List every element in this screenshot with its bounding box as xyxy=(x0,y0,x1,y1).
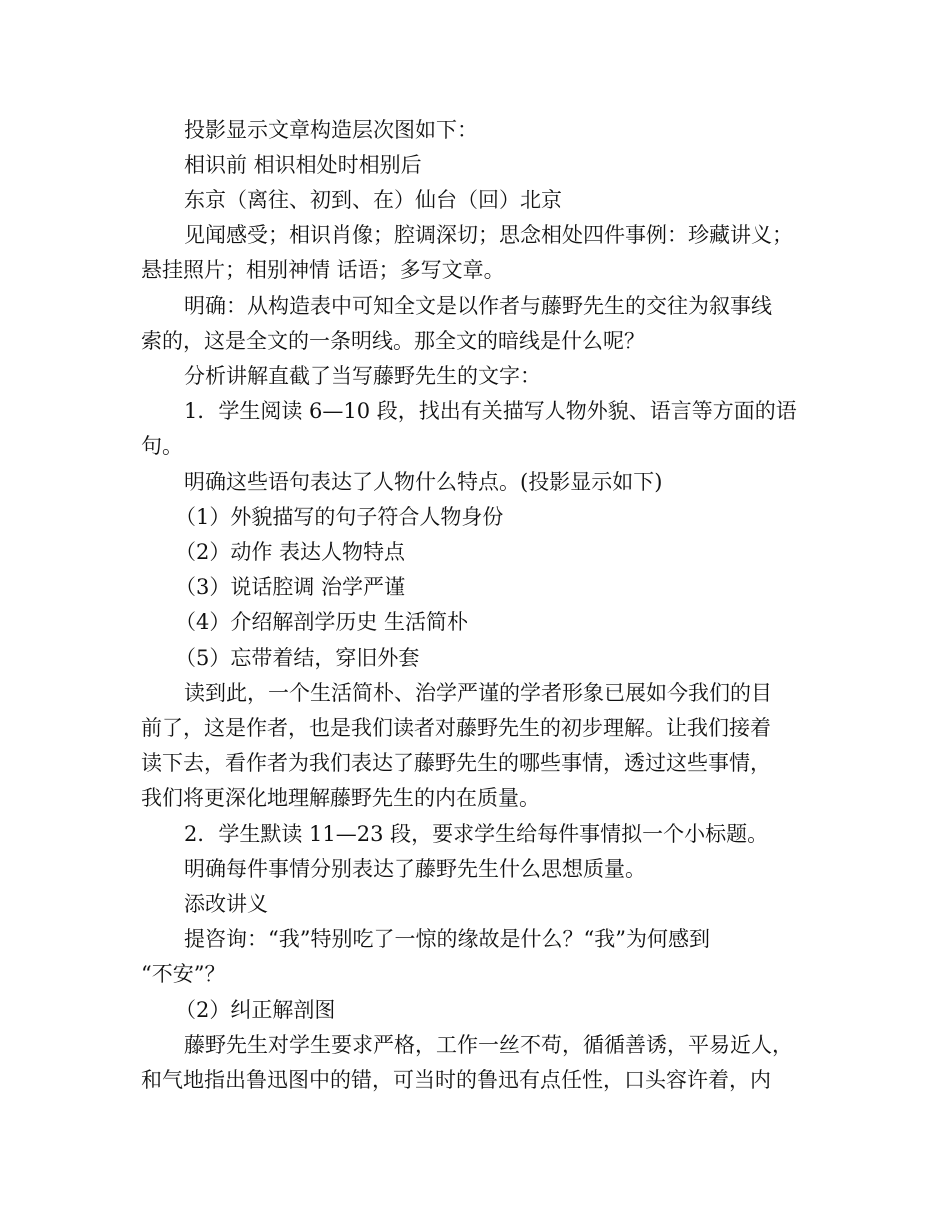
text-line: 和气地指出鲁迅图中的错，可当时的鲁迅有点任性，口头容许着，内 xyxy=(141,1068,771,1092)
text-line: 添改讲义 xyxy=(184,892,268,916)
text-line: 明确这些语句表达了人物什么特点。(投影显示如下) xyxy=(184,470,663,494)
text-line: 相识前 相识相处时相别后 xyxy=(184,153,422,177)
text-line: 悬挂照片；相别神情 话语；多写文章。 xyxy=(141,258,505,282)
text-line: 分析讲解直截了当写藤野先生的文字： xyxy=(184,364,541,388)
text-line: （4）介绍解剖学历史 生活简朴 xyxy=(175,610,469,634)
text-line: （2）纠正解剖图 xyxy=(175,998,336,1022)
text-line: （3）说话腔调 治学严谨 xyxy=(175,575,406,599)
text-line: 提咨询：“我”特别吃了一惊的缘故是什么？“我”为何感到 xyxy=(184,927,710,951)
text-line: （2）动作 表达人物特点 xyxy=(175,540,406,564)
text-line: 明确：从构造表中可知全文是以作者与藤野先生的交往为叙事线 xyxy=(184,294,772,318)
text-line: 投影显示文章构造层次图如下： xyxy=(184,118,478,142)
text-line: 2．学生默读 11—23 段，要求学生给每件事情拟一个小标题。 xyxy=(184,822,769,846)
text-line: 明确每件事情分别表达了藤野先生什么思想质量。 xyxy=(184,857,646,881)
text-line: 东京（离往、初到、在）仙台（回）北京 xyxy=(184,188,562,212)
text-line: 我们将更深化地理解藤野先生的内在质量。 xyxy=(141,786,540,810)
text-line: （5）忘带着结，穿旧外套 xyxy=(175,646,420,670)
text-line: 读到此，一个生活简朴、治学严谨的学者形象已展如今我们的目 xyxy=(184,681,772,705)
text-line: 1．学生阅读 6—10 段，找出有关描写人物外貌、语言等方面的语 xyxy=(184,399,797,423)
text-line: 藤野先生对学生要求严格，工作一丝不苟，循循善诱，平易近人， xyxy=(184,1033,793,1057)
text-line: 索的，这是全文的一条明线。那全文的暗线是什么呢？ xyxy=(141,329,645,353)
text-line: “不安”？ xyxy=(141,962,226,986)
text-line: 读下去，看作者为我们表达了藤野先生的哪些事情，透过这些事情， xyxy=(141,751,771,775)
text-line: 句。 xyxy=(141,434,183,458)
text-line: 前了，这是作者，也是我们读者对藤野先生的初步理解。让我们接着 xyxy=(141,716,771,740)
text-line: 见闻感受；相识肖像；腔调深切；思念相处四件事例：珍藏讲义； xyxy=(184,223,793,247)
text-line: （1）外貌描写的句子符合人物身份 xyxy=(175,505,504,529)
